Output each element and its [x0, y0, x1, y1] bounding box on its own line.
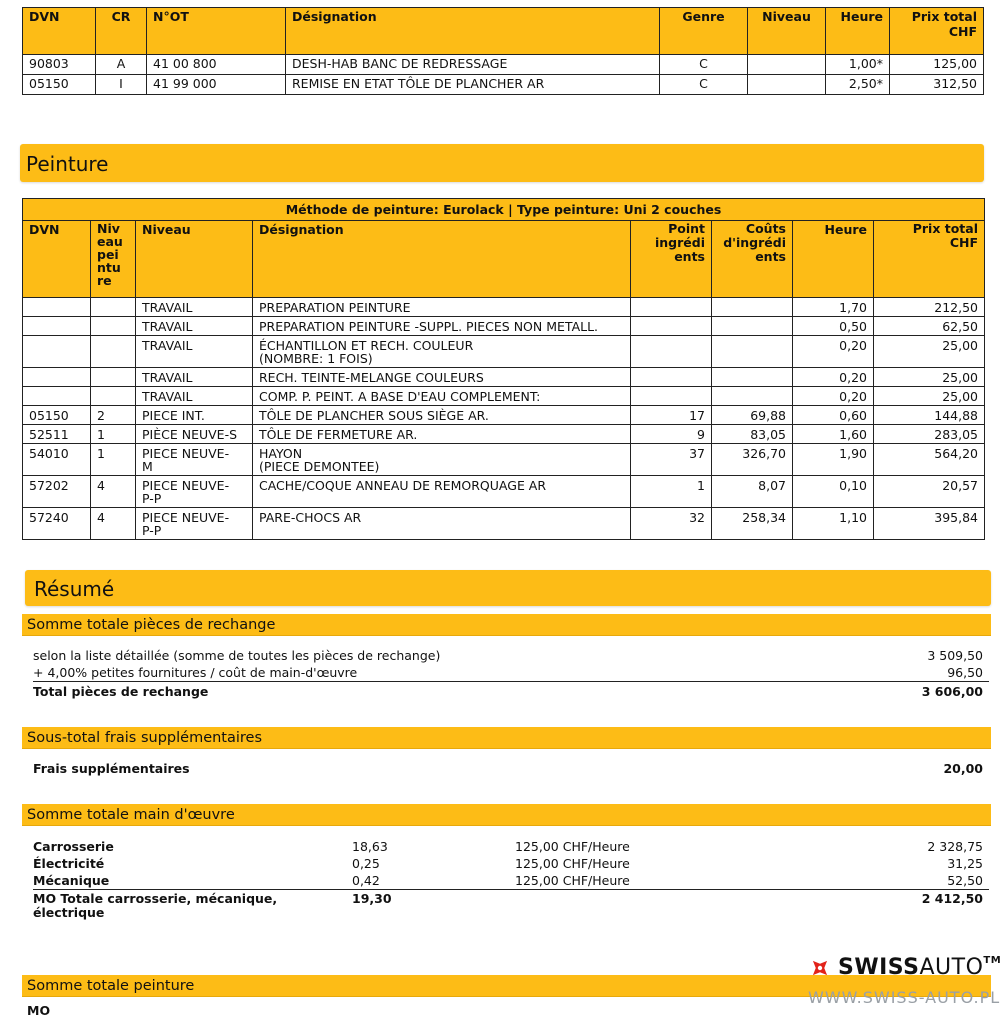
table-cell: C — [660, 55, 748, 75]
table-cell: 283,05 — [874, 425, 985, 444]
brand-url: WWW.SWISS-AUTO.PL — [808, 988, 1001, 1007]
pieces-line2-label: + 4,00% petites fournitures / coût de main-d'œuvre — [33, 665, 358, 680]
table-cell — [631, 336, 712, 368]
mo-row-total: 52,50 — [947, 873, 983, 888]
peinture-total-subtitle: Somme totale peinture — [22, 975, 991, 997]
table-cell: 41 00 800 — [147, 55, 286, 75]
table-cell: TRAVAIL — [136, 336, 253, 368]
table-cell: RECH. TEINTE-MELANGE COULEURS — [253, 368, 631, 387]
resume-section-title: Résumé — [25, 570, 991, 606]
pieces-divider — [33, 681, 989, 682]
table-cell: PREPARATION PEINTURE -SUPPL. PIECES NON METALL. — [253, 317, 631, 336]
table-cell — [712, 298, 793, 317]
table-cell — [23, 298, 91, 317]
table-cell: 1,90 — [793, 444, 874, 476]
pieces-total-value: 3 606,00 — [921, 684, 983, 699]
table-cell: 326,70 — [712, 444, 793, 476]
table-row — [23, 368, 985, 387]
table-cell: 17 — [631, 406, 712, 425]
col-heure: Heure — [793, 221, 874, 298]
mo-row-hours: 18,63 — [352, 839, 388, 854]
table-cell: ÉCHANTILLON ET RECH. COULEUR (NOMBRE: 1 FOIS) — [253, 336, 631, 368]
table-cell: 2 — [91, 406, 136, 425]
table-cell: REMISE EN ETAT TÔLE DE PLANCHER AR — [286, 75, 660, 95]
table-cell: PARE-CHOCS AR — [253, 508, 631, 540]
table-cell: 258,34 — [712, 508, 793, 540]
table-cell: 0,20 — [793, 368, 874, 387]
mo-row-hours: 0,42 — [352, 873, 380, 888]
table-row — [23, 444, 985, 476]
table-row — [23, 406, 985, 425]
table-row — [23, 476, 985, 508]
table-cell — [748, 75, 826, 95]
frais-label: Frais supplémentaires — [33, 761, 190, 776]
table-cell — [712, 368, 793, 387]
mo-row-label: Mécanique — [33, 873, 110, 888]
table-row — [23, 55, 984, 75]
table-cell: 0,20 — [793, 336, 874, 368]
table-cell — [631, 368, 712, 387]
table-cell: 0,50 — [793, 317, 874, 336]
table-cell: 37 — [631, 444, 712, 476]
table-row — [23, 75, 984, 95]
table-cell: 69,88 — [712, 406, 793, 425]
table-cell: 1 — [91, 444, 136, 476]
table-cell: PIECE INT. — [136, 406, 253, 425]
frais-value: 20,00 — [943, 761, 983, 776]
table-cell: 41 99 000 — [147, 75, 286, 95]
table-cell: 90803 — [23, 55, 96, 75]
table-cell: CACHE/COQUE ANNEAU DE REMORQUAGE AR — [253, 476, 631, 508]
table-cell: 564,20 — [874, 444, 985, 476]
table-cell — [23, 336, 91, 368]
table-cell: PREPARATION PEINTURE — [253, 298, 631, 317]
table-cell — [631, 387, 712, 406]
brand-name: SWISSAUTO™ — [838, 955, 1002, 980]
table-row — [23, 387, 985, 406]
table-cell — [23, 387, 91, 406]
table-row — [23, 336, 985, 368]
table-cell: COMP. P. PEINT. A BASE D'EAU COMPLEMENT: — [253, 387, 631, 406]
table-cell: 05150 — [23, 406, 91, 425]
table-row — [23, 317, 985, 336]
table-row — [23, 425, 985, 444]
table-cell: HAYON (PIECE DEMONTEE) — [253, 444, 631, 476]
mo-divider — [33, 889, 989, 890]
col-heure: Heure — [826, 8, 890, 55]
table-cell: 2,50* — [826, 75, 890, 95]
pieces-line1-label: selon la liste détaillée (somme de toutes les pièces de rechange) — [33, 648, 441, 663]
col-prix: Prix total CHF — [890, 8, 984, 55]
mo-total-label: MO Totale carrosserie, mécanique, électrique — [33, 891, 278, 920]
swissauto-watermark — [808, 955, 1001, 1007]
table-cell — [712, 387, 793, 406]
peinture-section-title: Peinture — [20, 144, 984, 182]
col-prix: Prix total CHF — [874, 221, 985, 298]
mo-row-hours: 0,25 — [352, 856, 380, 871]
table-cell: 1,70 — [793, 298, 874, 317]
mo-row-rate: 125,00 CHF/Heure — [515, 856, 630, 871]
table-cell: TRAVAIL — [136, 298, 253, 317]
table-cell: 57240 — [23, 508, 91, 540]
table-cell: 0,60 — [793, 406, 874, 425]
table-cell — [712, 336, 793, 368]
table-cell: 8,07 — [712, 476, 793, 508]
table-cell: 32 — [631, 508, 712, 540]
table-cell: A — [96, 55, 147, 75]
table-cell — [712, 317, 793, 336]
mo-row-total: 2 328,75 — [927, 839, 983, 854]
table-cell: PIECE NEUVE- P-P — [136, 476, 253, 508]
table-cell: 20,57 — [874, 476, 985, 508]
col-dvn: DVN — [23, 8, 96, 55]
table-cell — [631, 298, 712, 317]
table-cell: 25,00 — [874, 368, 985, 387]
parts-header-row — [23, 8, 984, 55]
mo-row-label: Électricité — [33, 856, 105, 871]
col-niveau-peinture: Niv eau pei ntu re — [91, 221, 136, 298]
table-cell: 0,10 — [793, 476, 874, 508]
col-point-ingredients: Point ingrédi ents — [631, 221, 712, 298]
table-cell — [631, 317, 712, 336]
paint-table — [22, 198, 985, 540]
col-designation: Désignation — [286, 8, 660, 55]
pieces-subtitle: Somme totale pièces de rechange — [22, 614, 991, 636]
col-couts-ingredients: Coûts d'ingrédi ents — [712, 221, 793, 298]
peinture-total-mo-label: MO — [27, 1003, 51, 1018]
mo-subtitle: Somme totale main d'œuvre — [22, 804, 991, 826]
table-cell: 57202 — [23, 476, 91, 508]
table-cell — [748, 55, 826, 75]
mo-total-value: 2 412,50 — [921, 891, 983, 906]
table-cell — [23, 317, 91, 336]
table-cell: 25,00 — [874, 387, 985, 406]
mo-row-rate: 125,00 CHF/Heure — [515, 839, 630, 854]
table-cell: PIECE NEUVE- P-P — [136, 508, 253, 540]
table-cell: 125,00 — [890, 55, 984, 75]
table-cell — [91, 368, 136, 387]
col-cr: CR — [96, 8, 147, 55]
col-genre: Genre — [660, 8, 748, 55]
table-cell: TRAVAIL — [136, 368, 253, 387]
table-cell: TRAVAIL — [136, 317, 253, 336]
table-cell: 4 — [91, 476, 136, 508]
table-cell: 83,05 — [712, 425, 793, 444]
parts-table — [22, 7, 984, 95]
table-cell: PIECE NEUVE- M — [136, 444, 253, 476]
pieces-total-label: Total pièces de rechange — [33, 684, 209, 699]
table-cell: 212,50 — [874, 298, 985, 317]
table-cell: TRAVAIL — [136, 387, 253, 406]
table-cell: 1,60 — [793, 425, 874, 444]
table-cell: 1 — [631, 476, 712, 508]
table-cell — [91, 387, 136, 406]
table-cell: 9 — [631, 425, 712, 444]
col-designation: Désignation — [253, 221, 631, 298]
table-row — [23, 298, 985, 317]
table-cell — [91, 336, 136, 368]
col-dvn: DVN — [23, 221, 91, 298]
table-cell: 312,50 — [890, 75, 984, 95]
table-cell: 52511 — [23, 425, 91, 444]
pieces-line2-value: 96,50 — [947, 665, 983, 680]
table-row — [23, 508, 985, 540]
table-cell: 395,84 — [874, 508, 985, 540]
table-cell: PIÈCE NEUVE-S — [136, 425, 253, 444]
paint-header-row — [23, 221, 985, 298]
mo-row-label: Carrosserie — [33, 839, 114, 854]
table-cell: TÔLE DE FERMETURE AR. — [253, 425, 631, 444]
table-cell: 1,00* — [826, 55, 890, 75]
table-cell: C — [660, 75, 748, 95]
table-cell: DESH-HAB BANC DE REDRESSAGE — [286, 55, 660, 75]
col-niveau: Niveau — [748, 8, 826, 55]
table-cell: 0,20 — [793, 387, 874, 406]
table-cell: I — [96, 75, 147, 95]
table-cell: 1,10 — [793, 508, 874, 540]
table-cell: 54010 — [23, 444, 91, 476]
table-cell — [23, 368, 91, 387]
col-niveau: Niveau — [136, 221, 253, 298]
table-cell: TÔLE DE PLANCHER SOUS SIÈGE AR. — [253, 406, 631, 425]
paint-method: Méthode de peinture: Eurolack | Type peinture: Uni 2 couches — [23, 199, 985, 221]
mo-row-rate: 125,00 CHF/Heure — [515, 873, 630, 888]
mo-total-hours: 19,30 — [352, 891, 392, 906]
table-cell — [91, 317, 136, 336]
mo-row-total: 31,25 — [947, 856, 983, 871]
table-cell: 4 — [91, 508, 136, 540]
table-cell — [91, 298, 136, 317]
col-not: N°OT — [147, 8, 286, 55]
table-cell: 62,50 — [874, 317, 985, 336]
table-cell: 05150 — [23, 75, 96, 95]
pieces-line1-value: 3 509,50 — [927, 648, 983, 663]
table-cell: 144,88 — [874, 406, 985, 425]
table-cell: 1 — [91, 425, 136, 444]
frais-subtitle: Sous-total frais supplémentaires — [22, 727, 991, 749]
table-cell: 25,00 — [874, 336, 985, 368]
swiss-cross-icon — [808, 956, 832, 980]
